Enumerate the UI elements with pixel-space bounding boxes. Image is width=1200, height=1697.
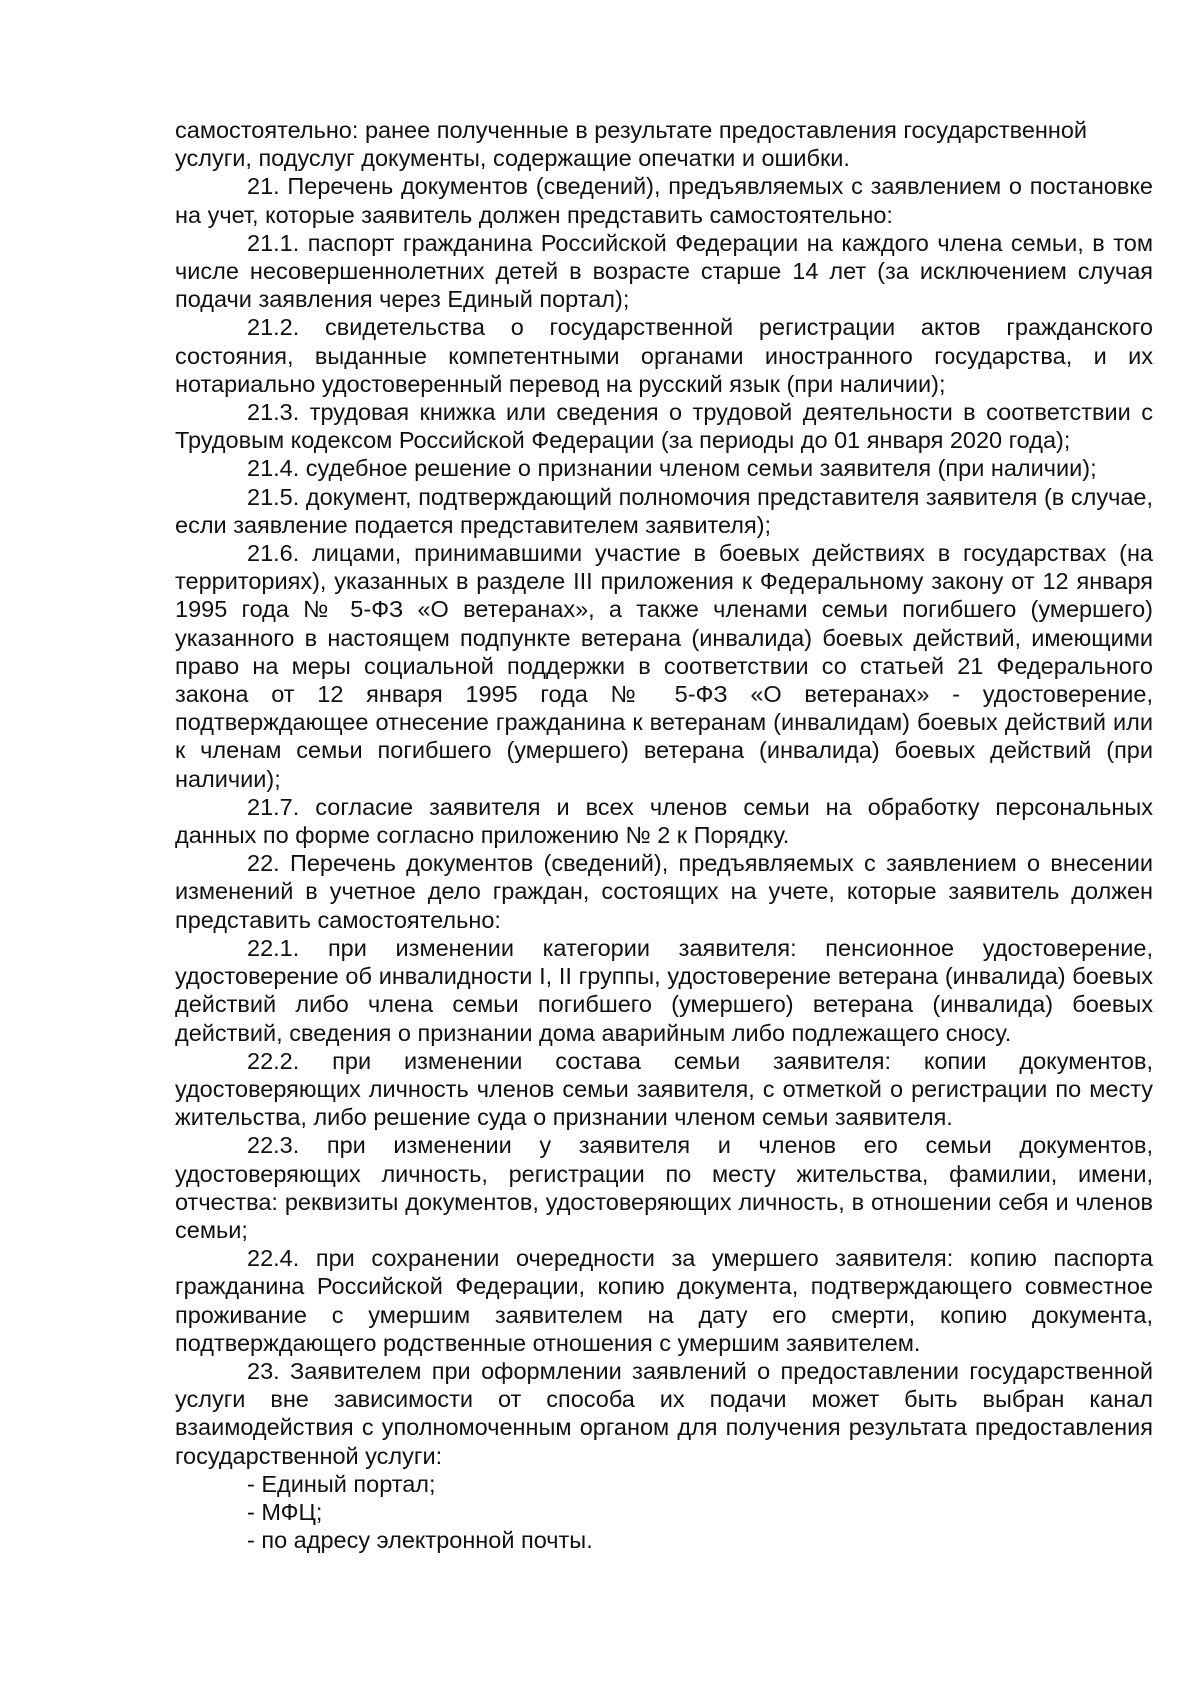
- paragraph-22-1: 22.1. при изменении категории заявителя: пенсионное удостоверение, удостоверение об инвалидности I, II группы, удостоверение ветерана (инвалида) боевых действий либо члена семьи погибшего (умершего) ветерана (инвалида) боевых действий, сведения о признании дома аварийным либо подлежащего сносу.: [175, 934, 1153, 1046]
- paragraph-21-1: 21.1. паспорт гражданина Российской Федерации на каждого члена семьи, в том числе несовершеннолетних детей в возрасте старше 14 лет (за исключением случая подачи заявления через Единый портал);: [175, 229, 1153, 313]
- paragraph-21-4: 21.4. судебное решение о признании членом семьи заявителя (при наличии);: [247, 455, 1097, 482]
- paragraph-22-4: 22.4. при сохранении очередности за умершего заявителя: копию паспорта гражданина Российской Федерации, копию документа, подтверждающего совместное проживание с умершим заявителем на дату его смерти, копию документа, подтверждающего родственные отношения с умершим заявителем.: [175, 1245, 1153, 1356]
- paragraph-21-7: 21.7. согласие заявителя и всех членов семьи на обработку персональных данных по форме согласно приложению № 2 к Порядку.: [175, 793, 1153, 849]
- paragraph-21-2: 21.2. свидетельства о государственной регистрации актов гражданского состояния, выданные компетентными органами иностранного государства, и их нотариально удостоверенный перевод на русский язык (при наличии);: [175, 314, 1153, 397]
- list-item-mfc: - МФЦ;: [247, 1498, 323, 1525]
- paragraph-21-6: 21.6. лицами, принимавшими участие в боевых действиях в государствах (на территориях), указанных в разделе III приложения к Федеральному закону от 12 января 1995 года № 5-ФЗ «О ветеранах», а также членами семьи погибшего (умершего) указанного в настоящем подпункте ветерана (инвалида) боевых действий, имеющими право на меры социальной поддержки в соответствии со статьей 21 Федерального закона от 12 января 1995 года № 5-ФЗ «О ветеранах» - удостоверение, подтверждающее отнесение гражданина к ветеранам (инвалидам) боевых действий или к членам семьи погибшего (умершего) ветерана (инвалида) боевых действий (при наличии);: [175, 540, 1153, 792]
- paragraph-22-2: 22.2. при изменении состава семьи заявителя: копии документов, удостоверяющих личность членов семьи заявителя, с отметкой о регистрации по месту жительства, либо решение суда о признании членом семьи заявителя.: [175, 1047, 1153, 1131]
- paragraph-21: 21. Перечень документов (сведений), предъявляемых с заявлением о постановке на учет, которые заявитель должен представить самостоятельно:: [175, 173, 1153, 228]
- paragraph-22-3: 22.3. при изменении у заявителя и членов его семьи документов, удостоверяющих личность, регистрации по месту жительства, фамилии, имени, отчества: реквизиты документов, удостоверяющих личность, в отношении себя и членов семьи;: [175, 1132, 1153, 1243]
- paragraph-22: 22. Перечень документов (сведений), предъявляемых с заявлением о внесении изменений в учетное дело граждан, состоящих на учете, которые заявитель должен представить самостоятельно:: [175, 850, 1153, 933]
- list-item-email: - по адресу электронной почты.: [247, 1527, 593, 1554]
- paragraph-23: 23. Заявителем при оформлении заявлений о предоставлении государственной услуги вне зависимости от способа их подачи может быть выбран канал взаимодействия с уполномоченным органом для получения результата предоставления государственной услуги:: [175, 1357, 1153, 1469]
- list-item-portal: - Единый портал;: [247, 1470, 436, 1497]
- paragraph-21-3: 21.3. трудовая книжка или сведения о трудовой деятельности в соответствии с Трудовым кодексом Российской Федерации (за периоды до 01 января 2020 года);: [175, 399, 1153, 454]
- paragraph-21-5: 21.5. документ, подтверждающий полномочия представителя заявителя (в случае, если заявление подается представителем заявителя);: [175, 483, 1153, 538]
- paragraph-continuation: самостоятельно: ранее полученные в результате предоставления государственной услуги, подуслуг документы, содержащие опечатки и ошибки.: [175, 117, 1088, 172]
- document-body: [175, 116, 1153, 1554]
